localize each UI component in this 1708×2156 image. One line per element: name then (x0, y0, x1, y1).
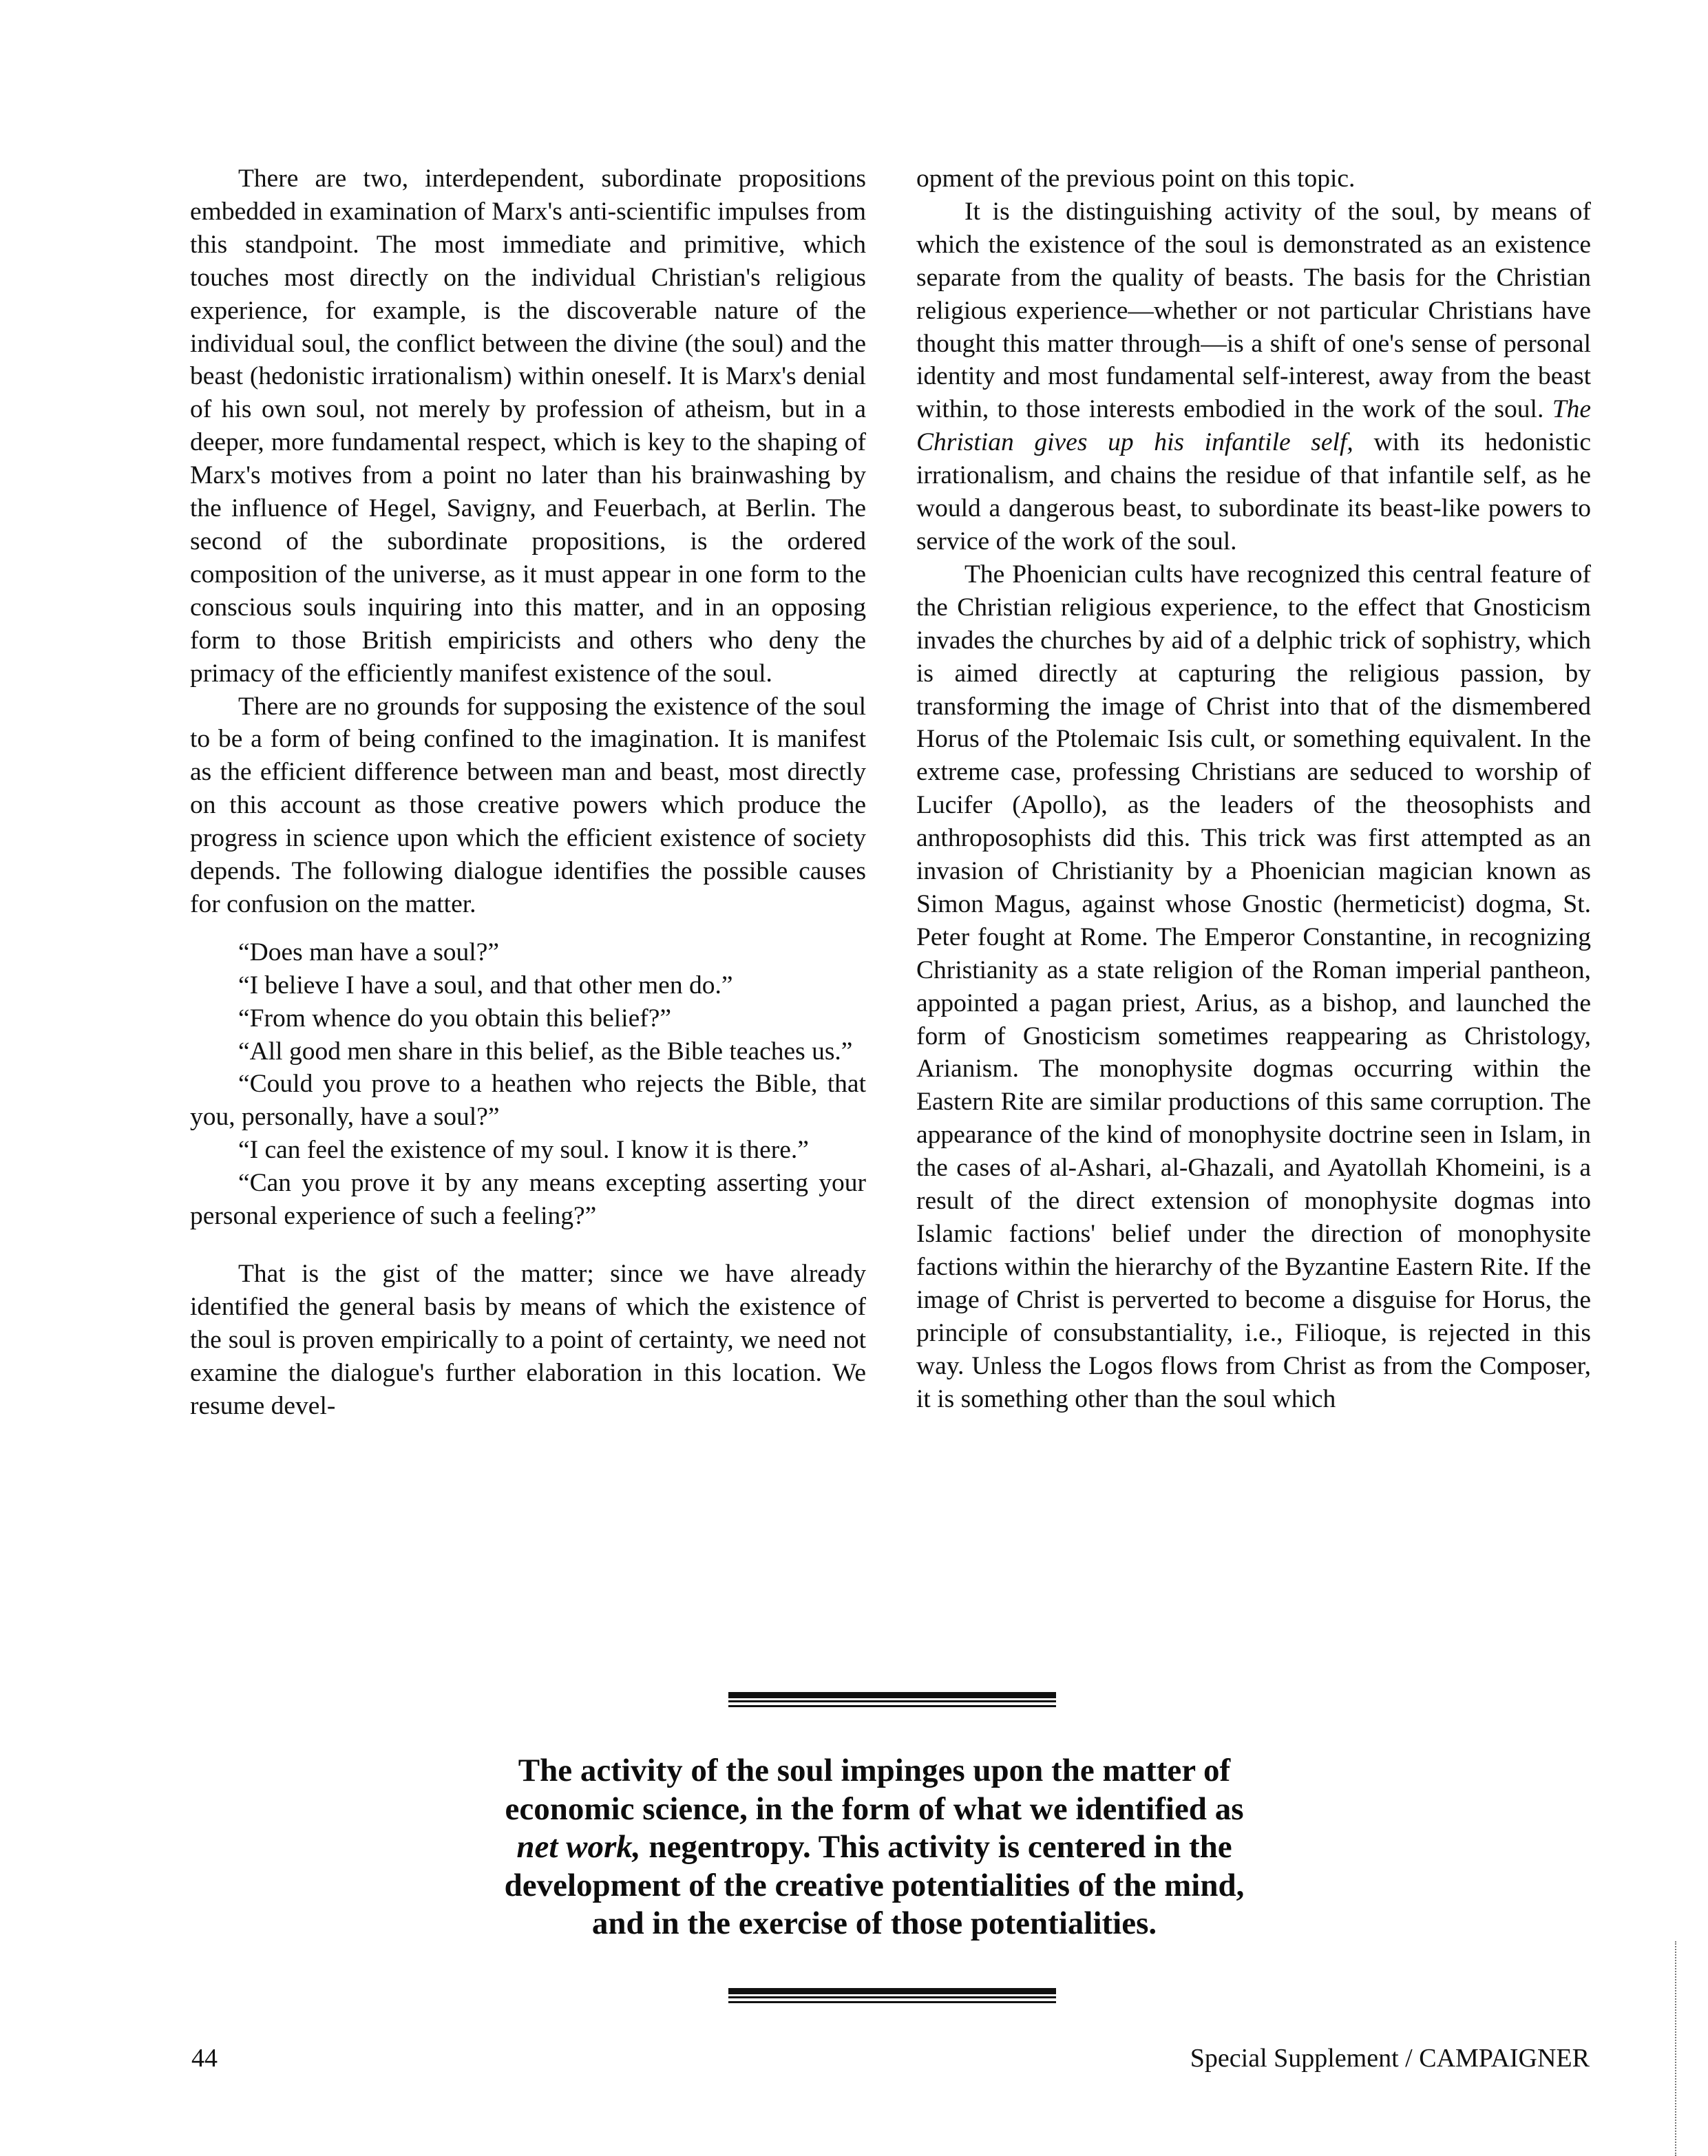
pull-quote-text: negentropy. This activity is centered in the (640, 1829, 1232, 1865)
dialogue-line: “Can you prove it by any means excepting asserting your personal experience of such a feeling?” (190, 1169, 866, 1231)
pull-quote-line: The activity of the soul impinges upon the matter of (518, 1753, 1231, 1788)
emphasis-text: The Christian gives up his infantile self, (916, 395, 1592, 457)
body-text: with its hedonistic irrationalism, and chains the residue of that infantile self, as he would a dangerous beast, to subordinate its beast-like powers to service of the work of the soul. (916, 428, 1591, 556)
right-column (916, 162, 1591, 1415)
dialogue-line: “All good men share in this belief, as the Bible teaches us.” (238, 1037, 853, 1066)
emphasis-text: net work, (516, 1829, 641, 1865)
body-paragraph: That is the gist of the matter; since we have already identified the general basis by means of which the existence of the soul is proven empirically to a point of certainty, we need not examine the dialogue's further elaboration in this location. We resume devel- (190, 1260, 866, 1420)
dialogue-line: “From whence do you obtain this belief?” (238, 1004, 671, 1033)
body-text: It is the distinguishing activity of the soul, by means of which the existence of the soul is demonstrated as an existence separate from the quality of beasts. The basis for the Christian religious experience—whether or not particular Christians have thought this matter through—is a shift of one's sense of personal identity and most fundamental self-interest, away from the beast within, to those interests embodied in the work of the soul. (916, 197, 1591, 424)
page-edge-mark (1675, 1941, 1680, 2156)
dialogue-line: “I believe I have a soul, and that other men do.” (238, 971, 733, 1000)
body-paragraph: opment of the previous point on this topic. (916, 165, 1356, 193)
dialogue-line: “Could you prove to a heathen who rejects the Bible, that you, personally, have a soul?” (190, 1070, 866, 1132)
body-paragraph: The Phoenician cults have recognized this central feature of the Christian religious experience, to the effect that Gnosticism invades the churches by aid of a delphic trick of sophistry, which is aimed directly at capturing the religious passion, by transforming the image of Christ into that of the dismembered Horus of the Ptolemaic Isis cult, or something equivalent. In the extreme case, professing Christians are seduced to worship of Lucifer (Apollo), as the leaders of the theosophists and anthroposophists did this. This trick was first attempted as an invasion of Christianity by a Phoenician magician known as Simon Magus, against whose Gnostic (hermeticist) dogma, St. Peter fought at Rome. The Emperor Constantine, in recognizing Christianity as a state religion of the Roman imperial pantheon, appointed a pagan priest, Arius, as a bishop, and launched the form of Gnosticism sometimes reappearing as Christology, Arianism. The monophysite dogmas occurring within the Eastern Rite are similar productions of this same corruption. The appearance of the kind of monophysite doctrine seen in Islam, in the cases of al-Ashari, al-Ghazali, and Ayatollah Khomeini, is a result of the direct extension of monophysite dogmas into Islamic factions' belief under the direction of monophysite factions within the hierarchy of the Byzantine Eastern Rite. If the image of Christ is perverted to become a disguise for Horus, the principle of consubstantiality, i.e., Filioque, is rejected in this way. Unless the Logos flows from Christ as from the Composer, it is something other than the soul which (916, 560, 1591, 1413)
body-paragraph: There are no grounds for supposing the existence of the soul to be a form of being confined to the imagination. It is manifest as the efficient difference between man and beast, most directly on this account as those creative powers which produce the progress in science upon which the efficient existence of society depends. The following dialogue identifies the possible causes for confusion on the matter. (190, 692, 866, 918)
running-footer: Special Supplement / CAMPAIGNER (1190, 2044, 1590, 2073)
pull-quote-line: and in the exercise of those potentialities. (591, 1905, 1157, 1941)
body-paragraph: There are two, interdependent, subordinate propositions embedded in examination of Marx's anti-scientific impulses from this standpoint. The most immediate and primitive, which touches most directly on the individual Christian's religious experience, for example, is the discoverable nature of the individual soul, the conflict between the divine (the soul) and the beast (hedonistic irrationalism) within oneself. It is Marx's denial of his own soul, not merely by profession of atheism, but in a deeper, more fundamental respect, which is key to the shaping of Marx's motives from a point no later than his brainwashing by the influence of Hegel, Savigny, and Feuerbach, at Berlin. The second of the subordinate propositions, is the ordered composition of the universe, as it must appear in one form to the conscious souls inquiring into this matter, and in an opposing form to those British empiricists and others who deny the primacy of the efficiently manifest existence of the soul. (190, 165, 866, 688)
dialogue-line: “Does man have a soul?” (238, 938, 500, 966)
pull-quote-line (386, 1828, 1363, 1867)
page-number: 44 (191, 2044, 218, 2073)
pull-quote-line: economic science, in the form of what we identified as (505, 1790, 1244, 1827)
callout-bottom-rule (728, 1988, 1056, 2003)
pull-quote-line: development of the creative potentialities of the mind, (504, 1867, 1245, 1903)
callout-top-rule (728, 1692, 1056, 1707)
left-column (190, 162, 866, 1423)
dialogue-line: “I can feel the existence of my soul. I know it is there.” (238, 1136, 809, 1165)
pull-quote (386, 1752, 1363, 1943)
body-paragraph (916, 195, 1591, 558)
